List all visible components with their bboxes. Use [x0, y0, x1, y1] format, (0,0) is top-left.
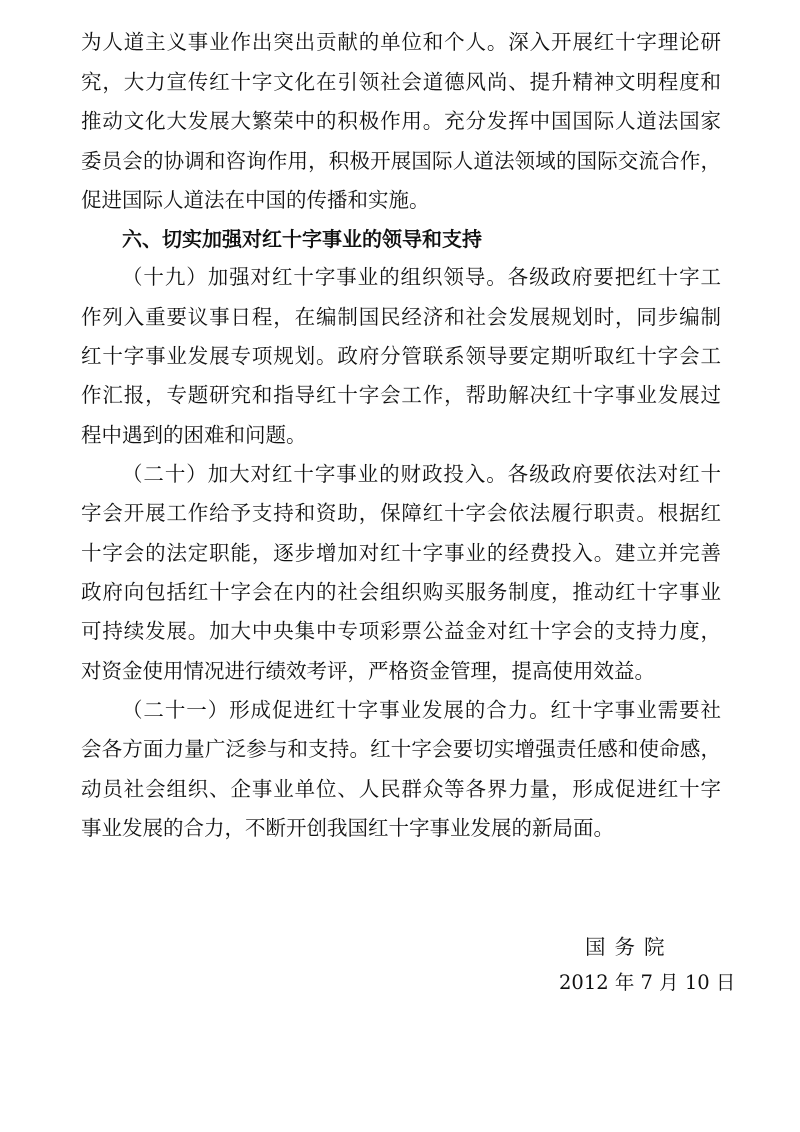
para-19-line-1: （十九）加强对红十字事业的组织领导。各级政府要把红十字工	[122, 265, 721, 289]
para-21-line-4: 事业发展的合力，不断开创我国红十字事业发展的新局面。	[81, 816, 614, 840]
para-20-line-3: 十字会的法定职能，逐步增加对红十字事业的经费投入。建立并完善	[81, 541, 721, 565]
para-20-line-1: （二十）加大对红十字事业的财政投入。各级政府要依法对红十	[122, 462, 721, 486]
section-heading: 六、切实加强对红十字事业的领导和支持	[122, 227, 482, 251]
para-21-line-1: （二十一）形成促进红十字事业发展的合力。红十字事业需要社	[122, 698, 721, 722]
intro-line-2: 究，大力宣传红十字文化在引领社会道德风尚、提升精神文明程度和	[81, 70, 721, 94]
para-21-line-3: 动员社会组织、企事业单位、人民群众等各界力量，形成促进红十字	[81, 777, 721, 801]
intro-line-1: 为人道主义事业作出突出贡献的单位和个人。深入开展红十字理论研	[81, 30, 721, 54]
signature-date: 2012 年 7 月 10 日	[559, 971, 736, 994]
para-19-line-5: 程中遇到的困难和问题。	[81, 423, 307, 447]
para-19-line-2: 作列入重要议事日程，在编制国民经济和社会发展规划时，同步编制	[81, 305, 721, 329]
signature-organization: 国务院	[585, 935, 674, 959]
para-20-line-5: 可持续发展。加大中央集中专项彩票公益金对红十字会的支持力度，	[81, 619, 721, 643]
para-20-line-4: 政府向包括红十字会在内的社会组织购买服务制度，推动红十字事业	[81, 580, 721, 604]
para-20-line-6: 对资金使用情况进行绩效考评，严格资金管理，提高使用效益。	[81, 659, 655, 683]
intro-line-3: 推动文化大发展大繁荣中的积极作用。充分发挥中国国际人道法国家	[81, 109, 721, 133]
para-20-line-2: 字会开展工作给予支持和资助，保障红十字会依法履行职责。根据红	[81, 501, 721, 525]
para-19-line-4: 作汇报，专题研究和指导红十字会工作，帮助解决红十字事业发展过	[81, 383, 721, 407]
para-21-line-2: 会各方面力量广泛参与和支持。红十字会要切实增强责任感和使命感，	[81, 737, 721, 761]
intro-line-4: 委员会的协调和咨询作用，积极开展国际人道法领域的国际交流合作，	[81, 149, 721, 173]
para-19-line-3: 红十字事业发展专项规划。政府分管联系领导要定期听取红十字会工	[81, 344, 721, 368]
intro-line-5: 促进国际人道法在中国的传播和实施。	[81, 188, 430, 212]
